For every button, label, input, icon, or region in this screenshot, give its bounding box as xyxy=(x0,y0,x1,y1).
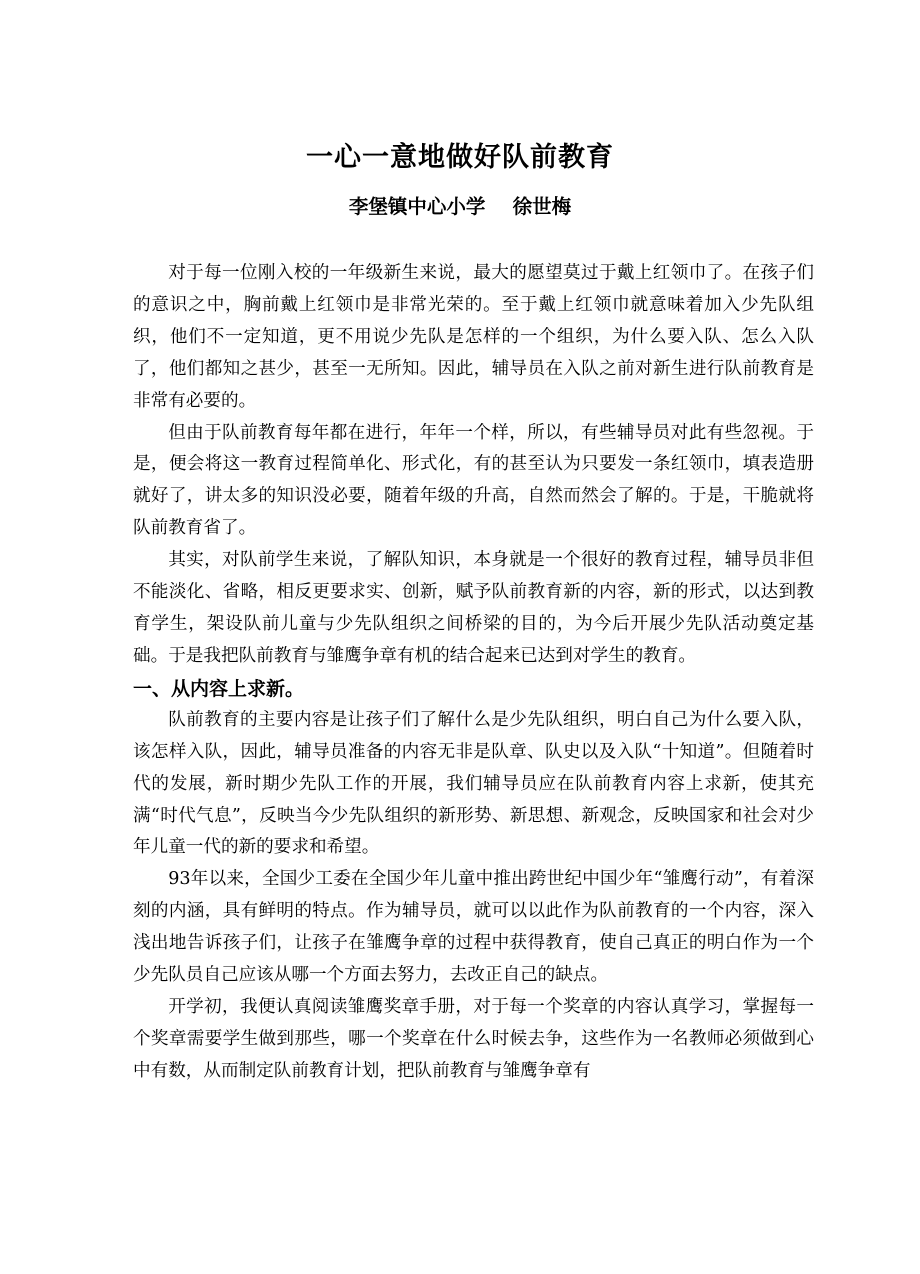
paragraph-section-2: 93年以来，全国少工委在全国少年儿童中推出跨世纪中国少年“雏鹰行动”，有着深刻的内涵，具有鲜明的特点。作为辅导员，就可以以此作为队前教育的一个内容，深入浅出地告诉孩子们，让孩子在雏鹰争章的过程中获得教育，使自己真正的明白作为一个少先队员自己应该从哪一个方面去努力，去改正自己的缺点。 xyxy=(133,869,814,986)
section-heading: 一、从内容上求新。 xyxy=(133,677,305,700)
document-byline: 李堡镇中心小学 徐世梅 xyxy=(348,195,572,218)
paragraph-section-3: 开学初，我便认真阅读雏鹰奖章手册，对于每一个奖章的内容认真学习，掌握每一个奖章需要学生做到那些，哪一个奖章在什么时候去争，这些作为一名教师必须做到心中有数，从而制定队前教育计划，把队前教育与雏鹰争章有 xyxy=(133,996,814,1081)
paragraph-intro-2: 但由于队前教育每年都在进行，年年一个样，所以，有些辅导员对此有些忽视。于是，便会将这一教育过程简单化、形式化，有的甚至认为只要发一条红领巾，填表造册就好了，讲太多的知识没必要，随着年级的升高，自然而然会了解的。于是，干脆就将队前教育省了。 xyxy=(133,422,814,539)
paragraph-intro-3: 其实，对队前学生来说，了解队知识，本身就是一个很好的教育过程，辅导员非但不能淡化、省略，相反更要求实、创新，赋予队前教育新的内容，新的形式，以达到教育学生，架设队前儿童与少先队组织之间桥梁的目的，为今后开展少先队活动奠定基础。于是我把队前教育与雏鹰争章有机的结合起来已达到对学生的教育。 xyxy=(133,550,814,666)
document-title: 一心一意地做好队前教育 xyxy=(306,142,614,173)
paragraph-section-1: 队前教育的主要内容是让孩子们了解什么是少先队组织，明白自己为什么要入队，该怎样入队，因此，辅导员准备的内容无非是队章、队史以及入队“十知道”。但随着时代的发展，新时期少先队工作的开展，我们辅导员应在队前教育内容上求新，使其充满“时代气息”，反映当今少先队组织的新形势、新思想、新观念，反映国家和社会对少年儿童一代的新的要求和希望。 xyxy=(133,709,814,858)
paragraph-intro-1: 对于每一位刚入校的一年级新生来说，最大的愿望莫过于戴上红领巾了。在孩子们的意识之中，胸前戴上红领巾是非常光荣的。至于戴上红领巾就意味着加入少先队组织，他们不一定知道，更不用说少先队是怎样的一个组织，为什么要入队、怎么入队了，他们都知之甚少，甚至一无所知。因此，辅导员在入队之前对新生进行队前教育是非常有必要的。 xyxy=(133,263,814,411)
document-body xyxy=(133,258,814,1088)
